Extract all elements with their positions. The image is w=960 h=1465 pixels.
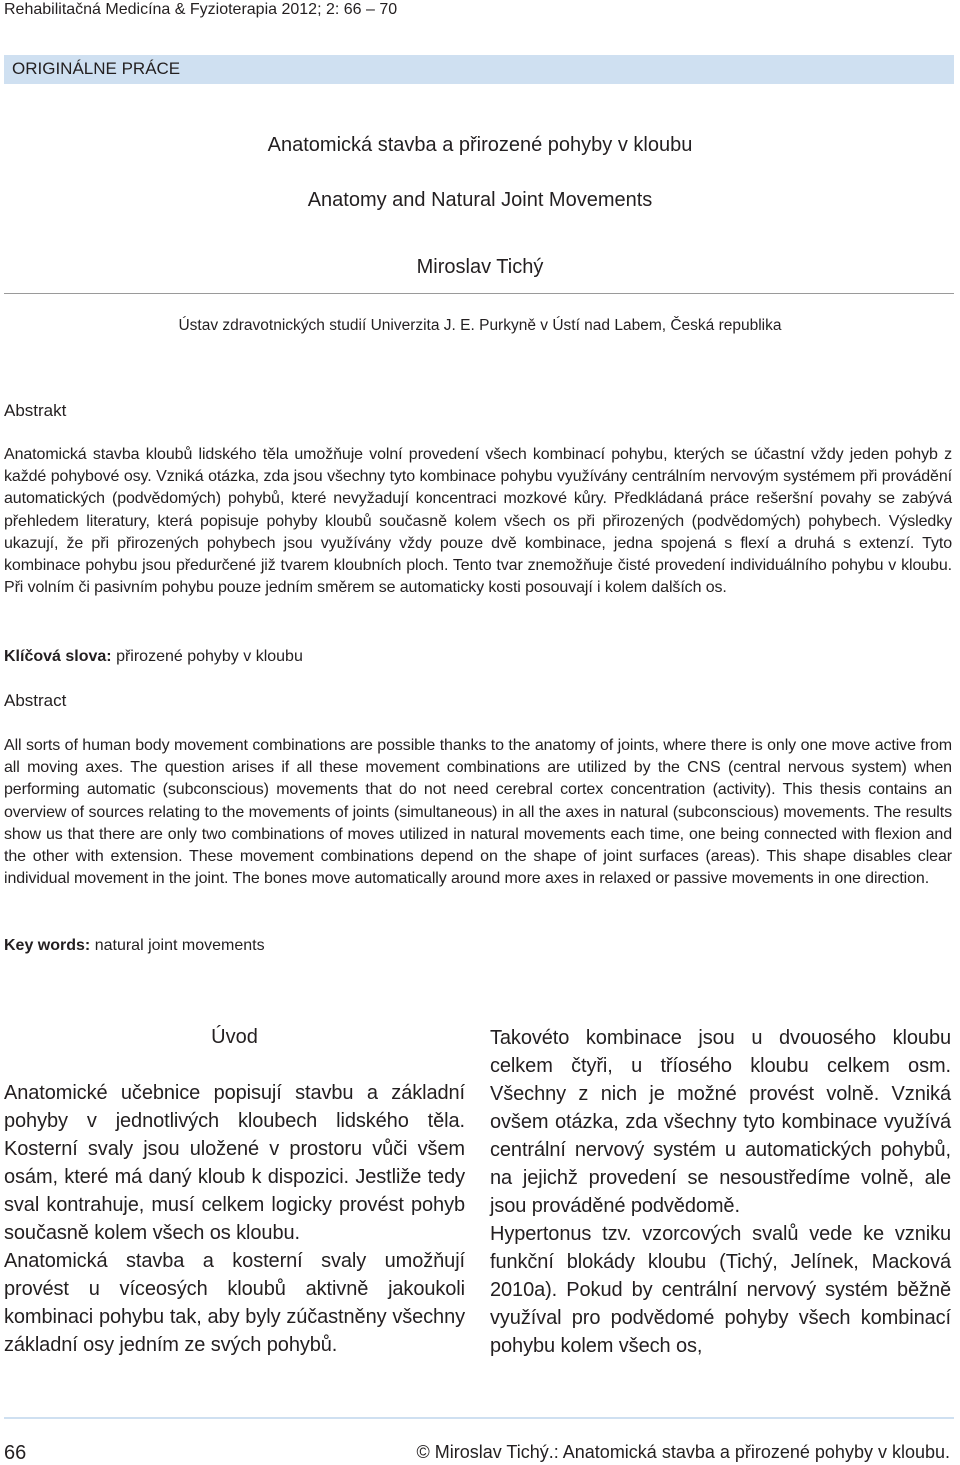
- section-label: ORIGINÁLNE PRÁCE: [12, 59, 181, 78]
- author-name: Miroslav Tichý: [416, 256, 544, 278]
- paragraph: Hypertonus tzv. vzorcových svalů vede ke vzniku funkční blokády kloubu (Tichý, Jelínek, Macková 2010a). Pokud by centrální nervový systém běžně využíval pro podvědomé pohyby všech kombinací pohybu kolem všech os,: [490, 1223, 951, 1357]
- footer-copyright: © Miroslav Tichý.: Anatomická stavba a přirozené pohyby v kloubu.: [416, 1442, 950, 1462]
- paragraph: Anatomická stavba a kosterní svaly umožňují provést u víceosých kloubů aktivně jakoukoli kombinaci pohybu tak, aby byly zúčastněny všechny základní osy jedním ze svých pohybů.: [4, 1250, 465, 1356]
- keywords-english-label: Key words:: [4, 937, 91, 954]
- abstract-heading: Abstract: [4, 691, 67, 710]
- keywords-czech-value: přirozené pohyby v kloubu: [116, 648, 303, 665]
- keywords-czech: [4, 647, 303, 667]
- keywords-english: [4, 936, 265, 956]
- left-column: [4, 1079, 465, 1359]
- keywords-english-value: natural joint movements: [94, 937, 265, 954]
- paragraph: Anatomické učebnice popisují stavbu a základní pohyby v jednotlivých kloubech lidského těla. Kosterní svaly jsou uložené v prostoru vůči všem osám, které má daný kloub k dispozici. Jestliže tedy sval kontrahuje, musí celkem logicky provést pohyb současně kolem všech os kloubu.: [4, 1082, 465, 1244]
- paragraph: Takovéto kombinace jsou u dvouosého kloubu celkem čtyři, u tříosého kloubu celkem osm. Všechny z nich je možné provést volně. Vzniká ovšem otázka, zda všechny tyto kombinace využívá centrální nervový systém u automatických pohybů, na jejichž provedení se nesoustředíme volně, ale jsou prováděné podvědomě.: [490, 1027, 951, 1217]
- abstrakt-body: Anatomická stavba kloubů lidského těla umožňuje volní provedení všech kombinací pohybu, kterých se účastní vždy jeden pohyb z každé pohybové osy. Vzniká otázka, zda jsou všechny tyto kombinace pohybu využívány centrálním nervovým systémem při provádění automatických (podvědomých) pohybů, které nevyžadují koncentraci mozkové kůry. Předkládaná práce rešeršní povahy se zabývá přehledem literatury, která popisuje pohyby kloubů současně kolem všech os při přirozených (podvědomých) pohybech. Výsledky ukazují, že při přirozených pohybech jsou využívány vždy pouze dvě kombinace, jedna spojená s flexí a druhá s extenzí. Tyto kombinace pohybu jsou předurčené již tvarem kloubních ploch. Tento tvar znemožňuje čisté provedení individuálního pohybu v kloubu. Při volním či pasivním pohybu pouze jedním směrem se automaticky kosti posouvají i kolem dalších os.: [4, 446, 952, 597]
- intro-heading: Úvod: [211, 1026, 258, 1048]
- abstract-body: All sorts of human body movement combinations are possible thanks to the anatomy of joints, where there is only one move active from all moving axes. The question arises if all these movement combinations are utilized by the CNS (central nervous system) when performing automatic (subconscious) movements that do not need cerebral cortex concentration (activity). This thesis contains an overview of sources relating to the movements of joints (simultaneous) in all the axes in natural (subconscious) movements. The results show us that there are only two combinations of moves utilized in natural movements each time, one being connected with flexion and the other with extension. These movement combinations depend on the shape of joint surfaces (areas). This shape disables clear individual movement in the joint. The bones move automatically around more axes in relaxed or passive movements in one direction.: [4, 737, 952, 888]
- right-column: [490, 1024, 951, 1360]
- keywords-czech-label: Klíčová slova:: [4, 648, 112, 665]
- footer-divider: [4, 1417, 954, 1419]
- article-title-czech: Anatomická stavba a přirozené pohyby v kloubu: [267, 134, 693, 156]
- article-title-english: Anatomy and Natural Joint Movements: [307, 189, 653, 211]
- page-number: 66: [4, 1442, 27, 1464]
- journal-citation: Rehabilitačná Medicína & Fyzioterapia 2012; 2: 66 – 70: [4, 1, 398, 18]
- author-affiliation: Ústav zdravotnických studií Univerzita J. E. Purkyně v Ústí nad Labem, Česká republika: [178, 317, 782, 334]
- abstrakt-heading: Abstrakt: [4, 401, 67, 420]
- divider: [4, 293, 954, 294]
